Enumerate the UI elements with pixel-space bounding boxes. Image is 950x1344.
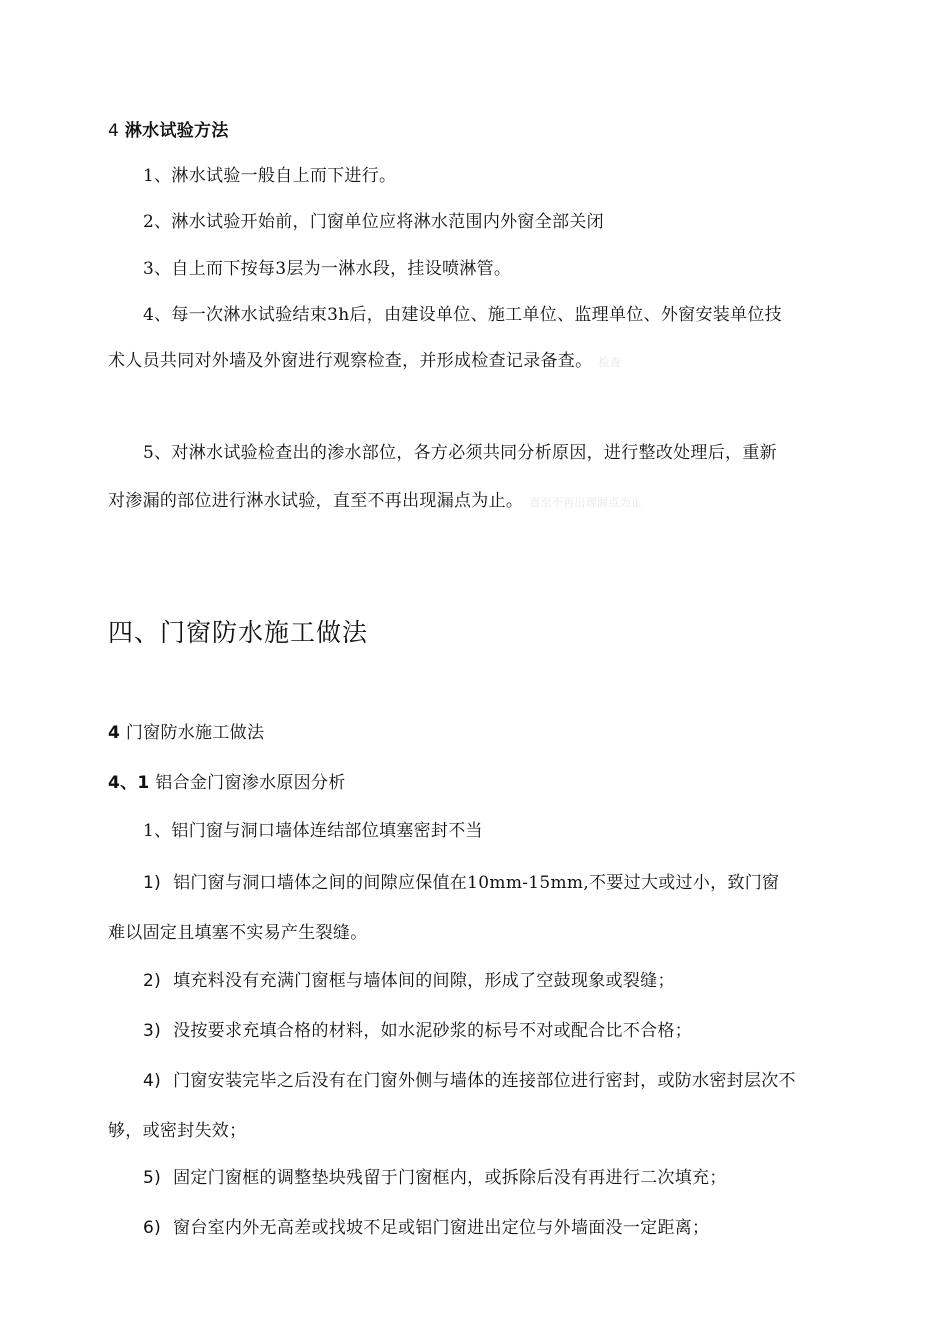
test-step-5-line-2-text: 对渗漏的部位进行淋水试验，直至不再出现漏点为止。 bbox=[108, 491, 524, 511]
cause-item-1-line-2: 难以固定且填塞不实易产生裂缝。 bbox=[108, 923, 368, 943]
section-4-text: 淋水试验方法 bbox=[124, 121, 229, 141]
test-step-4-line-2 bbox=[108, 350, 621, 374]
cause-item-6-text: 窗台室内外无高差或找坡不足或铝门窗进出定位与外墙面没一定距离； bbox=[173, 1218, 710, 1238]
cause-item-4-number: 4) bbox=[143, 1071, 162, 1091]
cause-item-1-number: 1) bbox=[143, 873, 162, 893]
chapter-4-title: 四、门窗防水施工做法 bbox=[108, 618, 369, 647]
cause-item-6 bbox=[143, 1217, 709, 1239]
cause-item-4-text: 门窗安装完毕之后没有在门窗外侧与墙体的连接部位进行密封，或防水密封层次不 bbox=[173, 1071, 796, 1091]
faint-note: 检查 bbox=[598, 356, 622, 369]
test-step-1: 1、淋水试验一般自上而下进行。 bbox=[143, 166, 397, 186]
cause-item-4-line-2: 够，或密封失效； bbox=[108, 1121, 247, 1141]
cause-item-3-number: 3) bbox=[143, 1021, 162, 1041]
cause-item-3-text: 没按要求充填合格的材料，如水泥砂浆的标号不对或配合比不合格； bbox=[173, 1021, 693, 1041]
cause-item-6-number: 6) bbox=[143, 1218, 162, 1238]
cause-item-2-number: 2) bbox=[143, 971, 162, 991]
cause-item-5-number: 5) bbox=[143, 1168, 162, 1188]
cause-item-4-line-1 bbox=[143, 1070, 796, 1092]
test-step-5-line-1: 5、对淋水试验检查出的渗水部位，各方必须共同分析原因，进行整改处理后，重新 bbox=[143, 443, 777, 463]
cause-item-5 bbox=[143, 1167, 727, 1189]
cause-item-2 bbox=[143, 970, 675, 992]
subsection-4-1-number: 4、1 bbox=[108, 773, 150, 793]
test-step-2: 2、淋水试验开始前，门窗单位应将淋水范围内外窗全部关闭 bbox=[143, 212, 604, 232]
test-step-5-line-2 bbox=[108, 490, 642, 514]
test-step-4-line-2-text: 术人员共同对外墙及外窗进行观察检查，并形成检查记录备查。 bbox=[108, 351, 593, 371]
faint-note: 直至不再出现漏点为止 bbox=[529, 496, 643, 509]
cause-item-2-text: 填充料没有充满门窗框与墙体间的间隙，形成了空鼓现象或裂缝； bbox=[173, 971, 675, 991]
cause-item-1-text: 铝门窗与洞口墙体之间的间隙应保值在10mm-15mm,不要过大或过小，致门窗 bbox=[173, 873, 780, 893]
section-4-title bbox=[108, 120, 229, 142]
subsection-4-1-text: 铝合金门窗渗水原因分析 bbox=[155, 773, 346, 793]
cause-1-title: 1、铝门窗与洞口墙体连结部位填塞密封不当 bbox=[143, 821, 483, 841]
subsection-4-1-title bbox=[108, 772, 346, 794]
cause-item-5-text: 固定门窗框的调整垫块残留于门窗框内，或拆除后没有再进行二次填充； bbox=[173, 1168, 727, 1188]
cause-item-1-line-1 bbox=[143, 872, 779, 894]
cause-item-3 bbox=[143, 1020, 692, 1042]
subsection-4-number: 4 bbox=[108, 723, 121, 743]
section-4-number: 4 bbox=[108, 121, 120, 141]
test-step-3: 3、自上而下按每3层为一淋水段，挂设喷淋管。 bbox=[143, 259, 512, 279]
subsection-4-text: 门窗防水施工做法 bbox=[125, 723, 265, 743]
subsection-4-title bbox=[108, 722, 264, 744]
test-step-4-line-1: 4、每一次淋水试验结束3h后，由建设单位、施工单位、监理单位、外窗安装单位技 bbox=[143, 305, 782, 325]
